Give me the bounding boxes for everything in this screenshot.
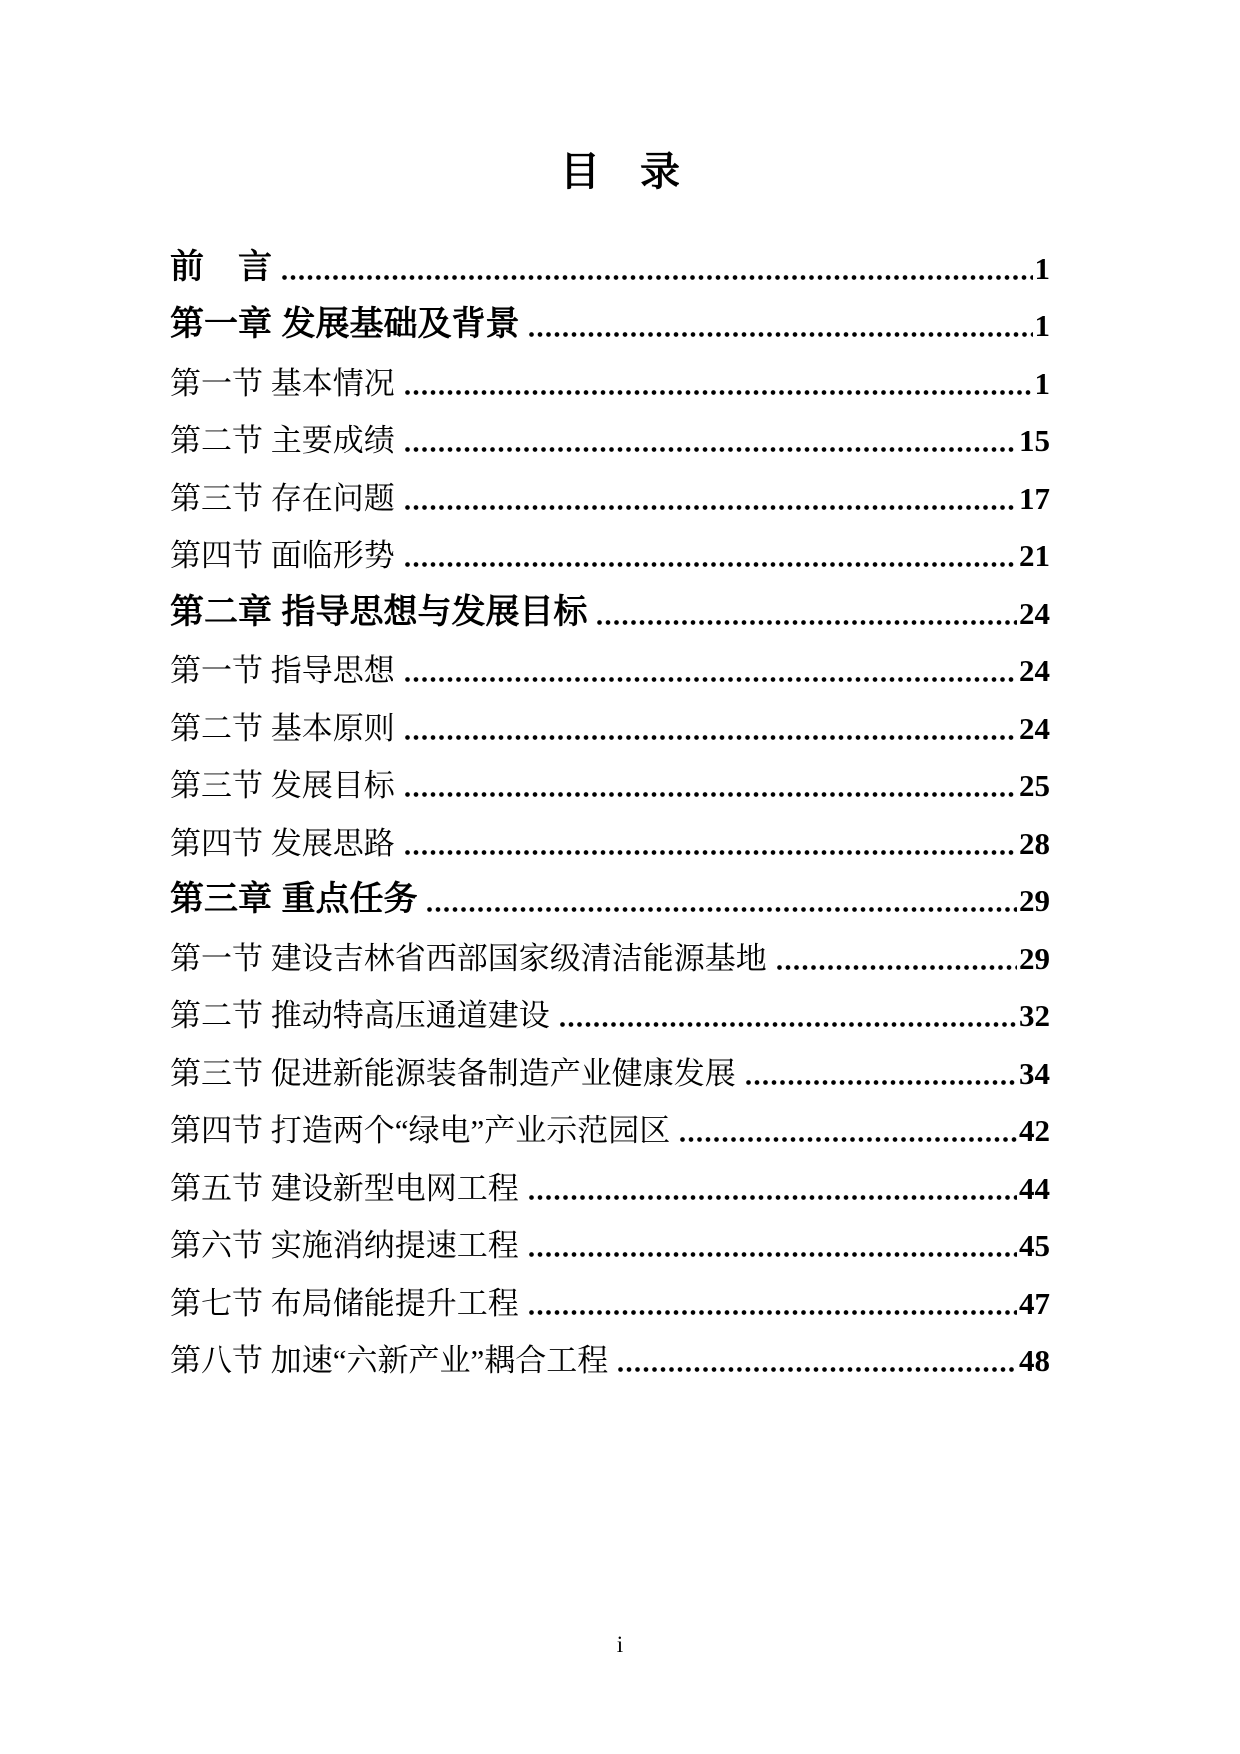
toc-entry[interactable]: [170, 631, 1050, 689]
dot-leader-icon: [529, 332, 1032, 337]
dot-leader-icon: [405, 792, 1017, 797]
toc-entry-label: 第四节 面临形势: [170, 538, 395, 574]
toc-entry-page: 21: [1019, 538, 1050, 574]
toc-entry[interactable]: [170, 1206, 1050, 1264]
toc-entry[interactable]: [170, 746, 1050, 804]
toc-entry-label: 第三章 重点任务: [170, 880, 418, 919]
toc-entry-page: 17: [1019, 480, 1050, 516]
toc-entry-page: 48: [1019, 1343, 1050, 1379]
toc-entry[interactable]: [170, 343, 1050, 401]
toc-entry-page: 24: [1019, 595, 1050, 631]
toc-entry-label: 第一节 指导思想: [170, 653, 395, 689]
toc-entry[interactable]: [170, 286, 1050, 344]
toc-entry[interactable]: [170, 918, 1050, 976]
toc-entry[interactable]: [170, 1148, 1050, 1206]
toc-entry-label: 第二节 基本原则: [170, 710, 395, 746]
toc-entry-page: 29: [1019, 940, 1050, 976]
dot-leader-icon: [405, 447, 1017, 452]
toc-entry-page: 28: [1019, 825, 1050, 861]
toc-entry[interactable]: [170, 228, 1050, 286]
toc-entry[interactable]: [170, 401, 1050, 459]
toc-entry[interactable]: [170, 1091, 1050, 1149]
toc-entry-label: 第五节 建设新型电网工程: [170, 1170, 519, 1206]
toc-entry-page: 32: [1019, 998, 1050, 1034]
toc-entry-label: 第三节 发展目标: [170, 768, 395, 804]
dot-leader-icon: [680, 1137, 1017, 1142]
toc-list: [170, 228, 1050, 1378]
toc-entry[interactable]: [170, 1321, 1050, 1379]
toc-entry-page: 45: [1019, 1228, 1050, 1264]
toc-entry-label: 第六节 实施消纳提速工程: [170, 1228, 519, 1264]
dot-leader-icon: [405, 505, 1017, 510]
dot-leader-icon: [405, 850, 1017, 855]
dot-leader-icon: [618, 1367, 1017, 1372]
toc-entry-label: 前 言: [170, 247, 272, 286]
toc-entry-page: 1: [1034, 365, 1050, 401]
toc-entry-page: 25: [1019, 768, 1050, 804]
dot-leader-icon: [427, 907, 1017, 912]
dot-leader-icon: [529, 1310, 1017, 1315]
footer-page-number: i: [616, 1632, 624, 1657]
dot-leader-icon: [529, 1252, 1017, 1257]
toc-entry-page: 44: [1019, 1170, 1050, 1206]
dot-leader-icon: [282, 275, 1033, 280]
toc-entry-page: 24: [1019, 710, 1050, 746]
dot-leader-icon: [777, 965, 1017, 970]
toc-entry-label: 第一章 发展基础及背景: [170, 305, 520, 344]
dot-leader-icon: [405, 677, 1017, 682]
toc-entry[interactable]: [170, 1033, 1050, 1091]
toc-entry-label: 第三节 促进新能源装备制造产业健康发展: [170, 1055, 736, 1091]
dot-leader-icon: [405, 562, 1017, 567]
toc-entry-label: 第四节 发展思路: [170, 825, 395, 861]
toc-entry-label: 第七节 布局储能提升工程: [170, 1285, 519, 1321]
toc-entry-page: 47: [1019, 1285, 1050, 1321]
toc-entry[interactable]: [170, 976, 1050, 1034]
toc-entry-page: 24: [1019, 653, 1050, 689]
toc-entry[interactable]: [170, 573, 1050, 631]
dot-leader-icon: [405, 735, 1017, 740]
page-title: 目 录: [560, 149, 680, 194]
toc-entry-label: 第二节 推动特高压通道建设: [170, 998, 550, 1034]
toc-entry-label: 第一节 建设吉林省西部国家级清洁能源基地: [170, 940, 767, 976]
toc-entry[interactable]: [170, 803, 1050, 861]
toc-entry-label: 第二章 指导思想与发展目标: [170, 592, 588, 631]
toc-entry-page: 29: [1019, 883, 1050, 919]
toc-entry-page: 34: [1019, 1055, 1050, 1091]
dot-leader-icon: [597, 620, 1017, 625]
dot-leader-icon: [529, 1195, 1017, 1200]
toc-entry[interactable]: [170, 458, 1050, 516]
toc-entry[interactable]: [170, 516, 1050, 574]
toc-entry-label: 第二节 主要成绩: [170, 423, 395, 459]
toc-entry-label: 第八节 加速“六新产业”耦合工程: [170, 1343, 609, 1379]
dot-leader-icon: [560, 1022, 1017, 1027]
toc-entry-page: 15: [1019, 423, 1050, 459]
dot-leader-icon: [746, 1080, 1017, 1085]
toc-entry-page: 42: [1019, 1113, 1050, 1149]
toc-entry[interactable]: [170, 861, 1050, 919]
toc-entry-page: 1: [1034, 250, 1050, 286]
toc-entry-label: 第三节 存在问题: [170, 480, 395, 516]
toc-entry[interactable]: [170, 688, 1050, 746]
dot-leader-icon: [405, 390, 1033, 395]
toc-entry-label: 第四节 打造两个“绿电”产业示范园区: [170, 1113, 671, 1149]
toc-entry-page: 1: [1034, 308, 1050, 344]
toc-entry[interactable]: [170, 1263, 1050, 1321]
toc-entry-label: 第一节 基本情况: [170, 365, 395, 401]
